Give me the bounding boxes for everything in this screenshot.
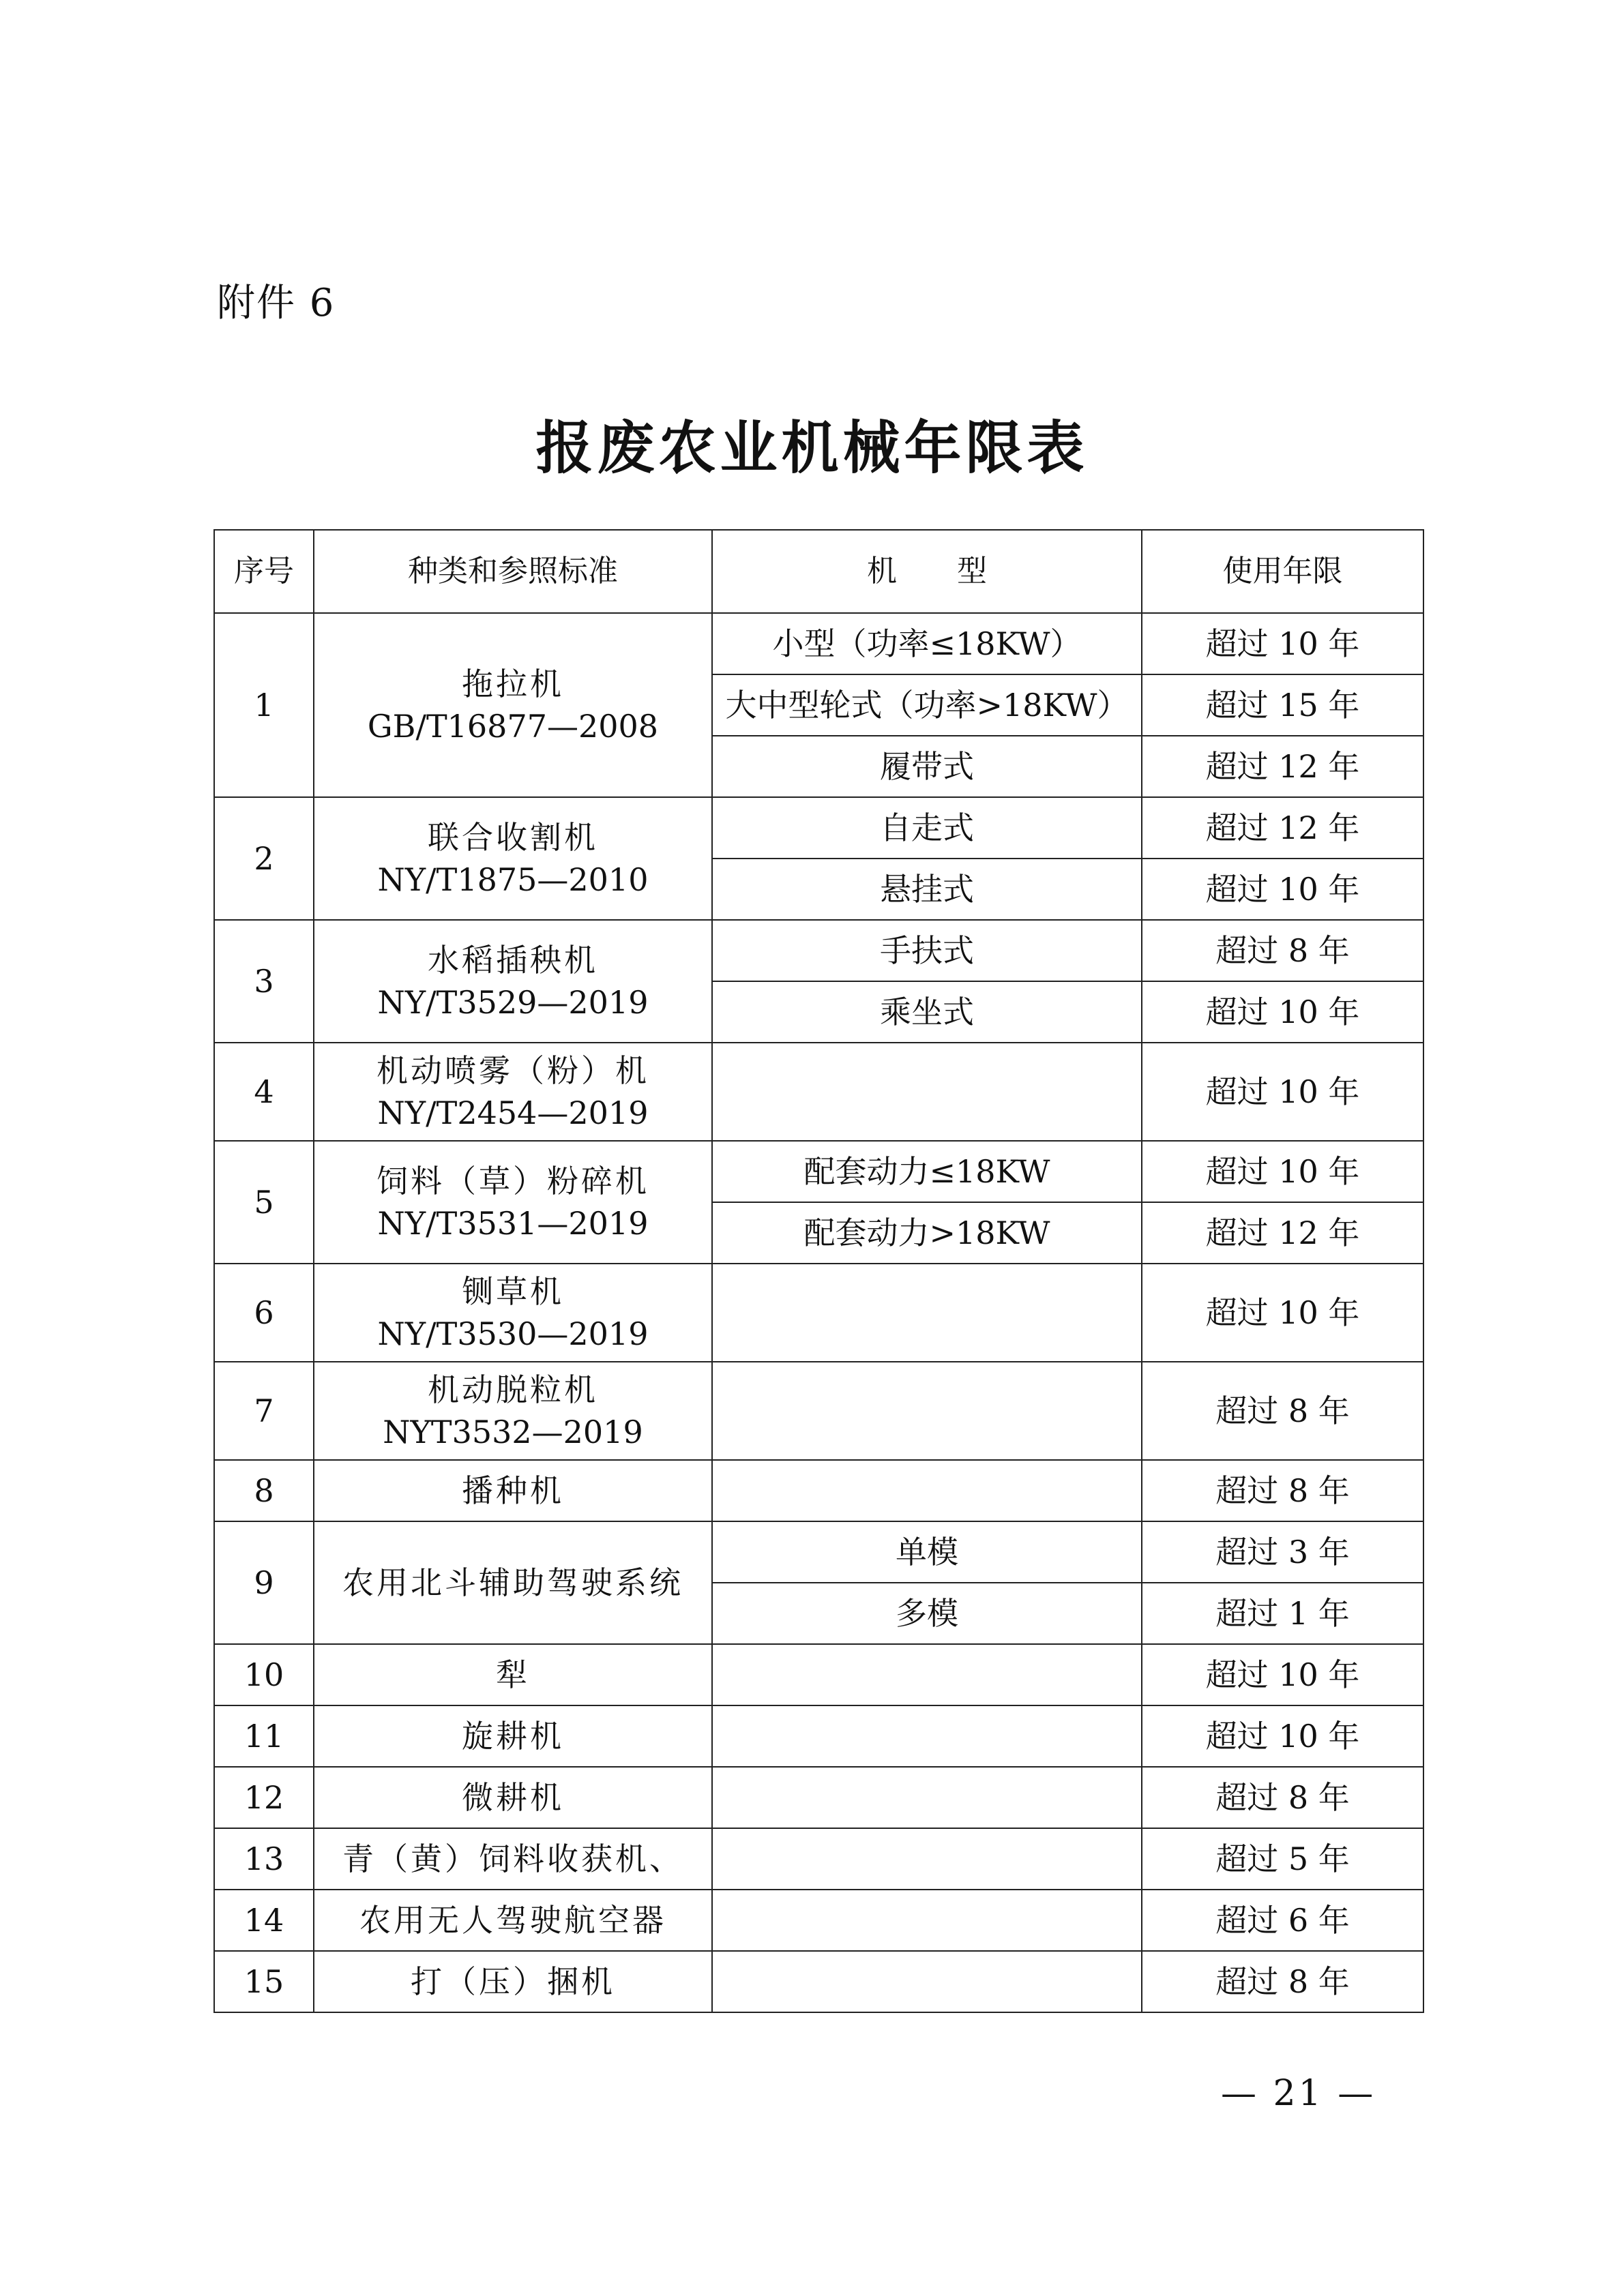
model-cell: 多模 <box>712 1583 1142 1644</box>
category-name: 联合收割机 <box>428 819 598 856</box>
years-cell: 超过 10 年 <box>1142 1264 1423 1362</box>
years-cell: 超过 5 年 <box>1142 1828 1423 1890</box>
years-cell: 超过 10 年 <box>1142 859 1423 920</box>
model-cell <box>712 1951 1142 2012</box>
category-name: 机动喷雾（粉）机 <box>377 1052 649 1089</box>
header-service-years: 使用年限 <box>1142 530 1423 613</box>
table-row <box>214 1890 1423 1951</box>
model-cell: 手扶式 <box>712 920 1142 981</box>
model-cell <box>712 1264 1142 1362</box>
category-cell <box>314 1362 712 1460</box>
years-cell: 超过 8 年 <box>1142 1362 1423 1460</box>
years-cell: 超过 1 年 <box>1142 1583 1423 1644</box>
category-name: 打（压）捆机 <box>411 1963 615 2000</box>
row-number: 10 <box>214 1644 314 1705</box>
row-number: 3 <box>214 920 314 1043</box>
years-cell: 超过 6 年 <box>1142 1890 1423 1951</box>
model-cell <box>712 1644 1142 1705</box>
row-number: 7 <box>214 1362 314 1460</box>
category-cell <box>314 1460 712 1521</box>
category-standard: NY/T3530—2019 <box>377 1315 649 1352</box>
category-name: 微耕机 <box>462 1779 564 1816</box>
row-number: 14 <box>214 1890 314 1951</box>
category-standard: NYT3532—2019 <box>383 1414 643 1450</box>
category-name: 播种机 <box>462 1472 564 1509</box>
table-row <box>214 920 1423 981</box>
category-standard: NY/T2454—2019 <box>377 1094 649 1131</box>
category-standard: GB/T16877—2008 <box>367 708 659 745</box>
row-number: 11 <box>214 1705 314 1767</box>
table-row <box>214 1767 1423 1828</box>
years-cell: 超过 12 年 <box>1142 797 1423 859</box>
model-cell: 小型（功率≤18KW） <box>712 613 1142 674</box>
category-cell <box>314 1043 712 1141</box>
model-cell: 大中型轮式（功率>18KW） <box>712 674 1142 736</box>
model-cell: 配套动力≤18KW <box>712 1141 1142 1202</box>
model-cell <box>712 1828 1142 1890</box>
model-cell: 悬挂式 <box>712 859 1142 920</box>
years-cell: 超过 10 年 <box>1142 613 1423 674</box>
row-number: 2 <box>214 797 314 920</box>
table-row <box>214 1705 1423 1767</box>
table-row <box>214 1644 1423 1705</box>
category-name: 农用北斗辅助驾驶系统 <box>342 1564 683 1601</box>
category-name: 机动脱粒机 <box>428 1371 598 1408</box>
table-row <box>214 1521 1423 1583</box>
model-cell <box>712 1362 1142 1460</box>
row-number: 13 <box>214 1828 314 1890</box>
header-category-standard: 种类和参照标准 <box>314 530 712 613</box>
model-cell <box>712 1043 1142 1141</box>
row-number: 12 <box>214 1767 314 1828</box>
row-number: 1 <box>214 613 314 797</box>
attachment-label: 附件 6 <box>217 281 336 325</box>
table-row <box>214 1043 1423 1141</box>
years-cell: 超过 10 年 <box>1142 1043 1423 1141</box>
years-cell: 超过 12 年 <box>1142 1202 1423 1264</box>
table-body <box>214 613 1423 2012</box>
category-name: 拖拉机 <box>462 666 564 702</box>
category-name: 犁 <box>496 1656 530 1693</box>
years-cell: 超过 10 年 <box>1142 1141 1423 1202</box>
model-cell <box>712 1767 1142 1828</box>
row-number: 6 <box>214 1264 314 1362</box>
model-cell: 履带式 <box>712 736 1142 797</box>
model-cell: 乘坐式 <box>712 981 1142 1043</box>
row-number: 8 <box>214 1460 314 1521</box>
table-header-row <box>214 530 1423 613</box>
years-cell: 超过 10 年 <box>1142 981 1423 1043</box>
table-row <box>214 1828 1423 1890</box>
category-cell <box>314 1521 712 1644</box>
years-cell: 超过 8 年 <box>1142 1951 1423 2012</box>
years-cell: 超过 3 年 <box>1142 1521 1423 1583</box>
page-number: — 21 — <box>1221 2073 1376 2114</box>
model-cell <box>712 1890 1142 1951</box>
category-cell <box>314 1264 712 1362</box>
model-cell <box>712 1460 1142 1521</box>
category-cell <box>314 1141 712 1264</box>
category-cell <box>314 920 712 1043</box>
header-model: 机 型 <box>712 530 1142 613</box>
years-cell: 超过 12 年 <box>1142 736 1423 797</box>
category-cell <box>314 1705 712 1767</box>
header-no: 序号 <box>214 530 314 613</box>
model-cell <box>712 1705 1142 1767</box>
category-standard: NY/T3529—2019 <box>377 984 649 1021</box>
category-name: 旋耕机 <box>462 1718 564 1755</box>
category-cell <box>314 1644 712 1705</box>
category-standard: NY/T1875—2010 <box>377 861 649 898</box>
table-row <box>214 797 1423 859</box>
row-number: 15 <box>214 1951 314 2012</box>
scrap-years-table <box>213 529 1424 2013</box>
table-row <box>214 1264 1423 1362</box>
category-name: 农用无人驾驶航空器 <box>359 1902 666 1939</box>
years-cell: 超过 15 年 <box>1142 674 1423 736</box>
years-cell: 超过 10 年 <box>1142 1705 1423 1767</box>
category-cell <box>314 1828 712 1890</box>
table-row <box>214 1362 1423 1460</box>
row-number: 9 <box>214 1521 314 1644</box>
category-name: 青（黄）饲料收获机、 <box>342 1840 683 1877</box>
category-cell <box>314 1890 712 1951</box>
category-cell <box>314 613 712 797</box>
table-row <box>214 613 1423 674</box>
model-cell: 配套动力>18KW <box>712 1202 1142 1264</box>
category-cell <box>314 1767 712 1828</box>
row-number: 5 <box>214 1141 314 1264</box>
table-row <box>214 1460 1423 1521</box>
row-number: 4 <box>214 1043 314 1141</box>
years-cell: 超过 8 年 <box>1142 1460 1423 1521</box>
years-cell: 超过 8 年 <box>1142 920 1423 981</box>
document-title: 报废农业机械年限表 <box>535 414 1089 481</box>
category-name: 铡草机 <box>462 1273 564 1310</box>
category-standard: NY/T3531—2019 <box>377 1205 649 1242</box>
years-cell: 超过 10 年 <box>1142 1644 1423 1705</box>
category-name: 饲料（草）粉碎机 <box>377 1163 649 1199</box>
category-cell <box>314 1951 712 2012</box>
model-cell: 自走式 <box>712 797 1142 859</box>
category-name: 水稻插秧机 <box>428 942 598 979</box>
category-cell <box>314 797 712 920</box>
table-row <box>214 1951 1423 2012</box>
years-cell: 超过 8 年 <box>1142 1767 1423 1828</box>
table-row <box>214 1141 1423 1202</box>
model-cell: 单模 <box>712 1521 1142 1583</box>
